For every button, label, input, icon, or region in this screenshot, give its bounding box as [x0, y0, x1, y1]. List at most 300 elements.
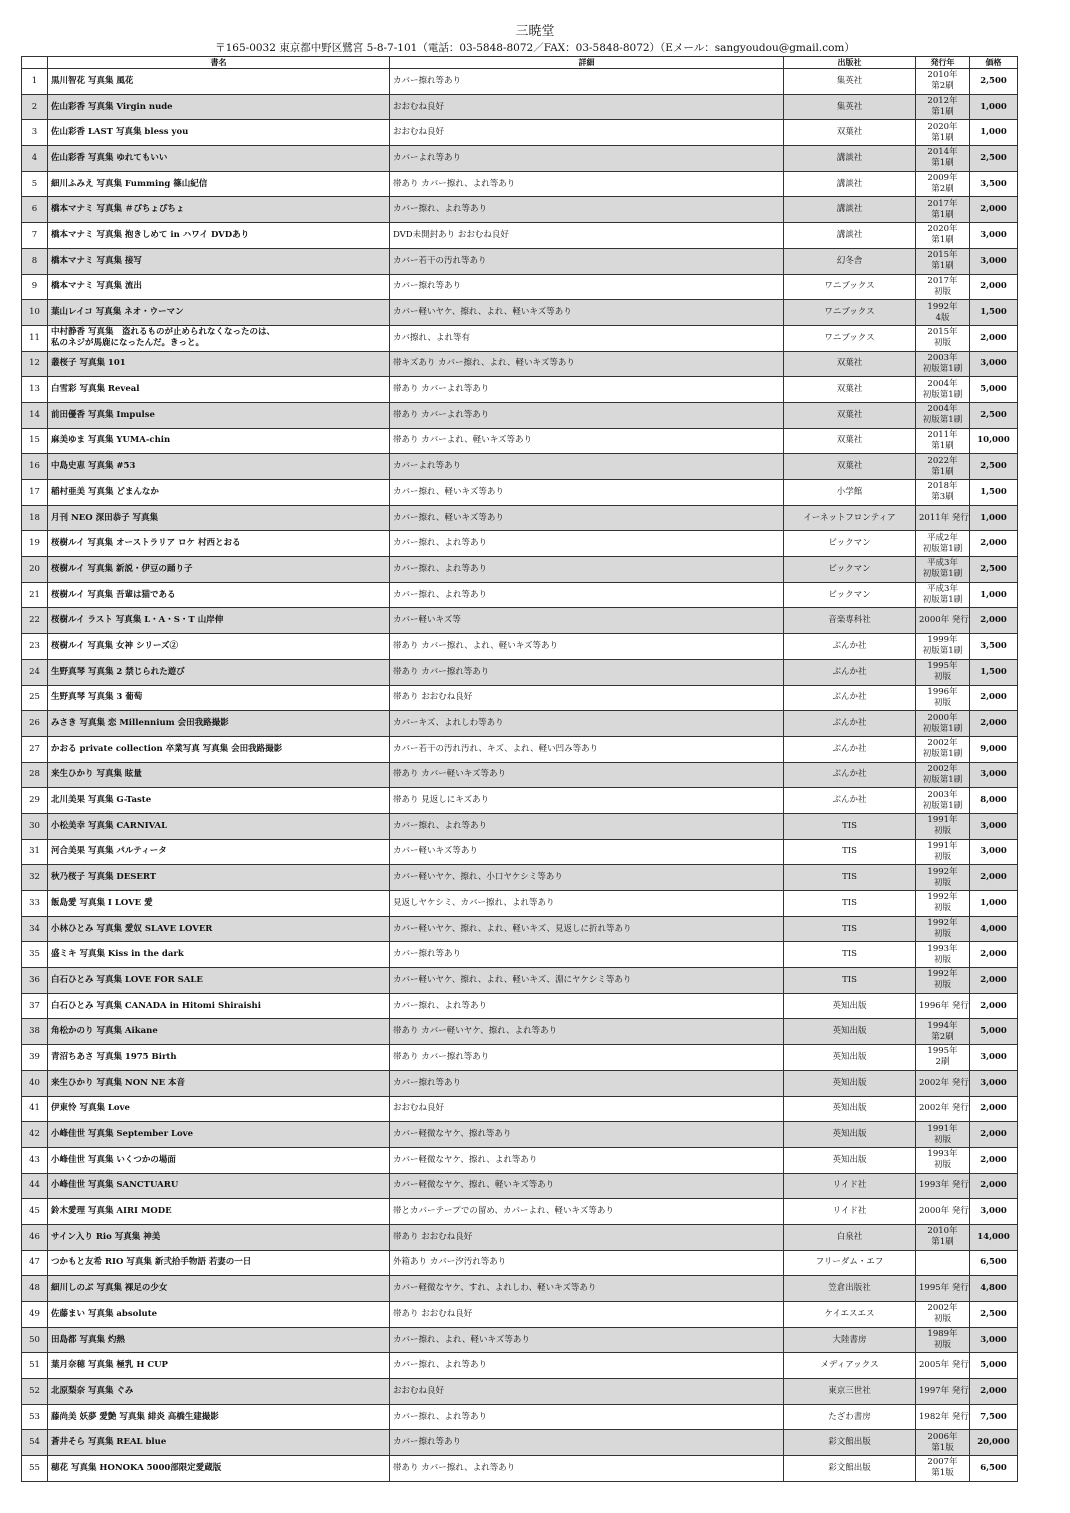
publish-year-line1: 2018年: [927, 481, 958, 492]
publish-year: [916, 1353, 970, 1379]
table-row: [22, 274, 1018, 300]
publish-year-line2: 2刷: [935, 1057, 950, 1068]
book-title: [48, 1173, 390, 1199]
row-number: 45: [22, 1199, 48, 1225]
publish-year-line2: 初版第1刷: [922, 543, 963, 554]
book-detail: カバー擦れ、よれ等あり: [390, 813, 784, 839]
publish-year-line2: 初版: [933, 929, 951, 940]
table-row: [22, 865, 1018, 891]
book-title: [48, 582, 390, 608]
book-title-text: 細川ふみえ 写真集 Fumming 篠山紀信: [51, 178, 208, 189]
book-title: [48, 531, 390, 557]
table-row: [22, 1404, 1018, 1430]
row-number: 50: [22, 1327, 48, 1353]
row-number: 38: [22, 1019, 48, 1045]
publish-year-line2: 第2刷: [931, 81, 954, 92]
publish-year-line2: 初版第1刷: [922, 363, 963, 374]
book-title: [48, 1250, 390, 1276]
price: 1,000: [970, 891, 1018, 917]
book-title-text: 飯島愛 写真集 I LOVE 愛: [51, 897, 153, 908]
publish-year: [916, 993, 970, 1019]
book-title-text: 盛ミキ 写真集 Kiss in the dark: [51, 949, 184, 960]
publisher: 英知出版: [784, 1122, 916, 1148]
book-title-text: つかもと友希 RIO 写真集 新弐拾手物語 若妻の一日: [51, 1257, 252, 1268]
table-row: [22, 300, 1018, 326]
row-number: 3: [22, 120, 48, 146]
table-row: [22, 248, 1018, 274]
book-detail: DVD未開封あり おおむね良好: [390, 223, 784, 249]
row-number: 8: [22, 248, 48, 274]
price: 2,000: [970, 1122, 1018, 1148]
publisher: TIS: [784, 942, 916, 968]
publish-year: [916, 608, 970, 634]
book-title: [48, 171, 390, 197]
book-title: [48, 968, 390, 994]
table-row: [22, 1250, 1018, 1276]
table-row: [22, 813, 1018, 839]
publish-year-line1: 2002年: [927, 738, 958, 749]
book-title: [48, 274, 390, 300]
book-title-text: 中島史恵 写真集 #53: [51, 461, 136, 472]
publish-year-line1: 2003年: [927, 789, 958, 800]
price: 2,000: [970, 968, 1018, 994]
book-title: [48, 813, 390, 839]
price: 3,000: [970, 839, 1018, 865]
publish-year: [916, 480, 970, 506]
book-title: [48, 69, 390, 95]
book-detail: おおむね良好: [390, 120, 784, 146]
publisher: 双葉社: [784, 377, 916, 403]
publish-year: [916, 968, 970, 994]
price: 3,000: [970, 1045, 1018, 1071]
publish-year: [916, 325, 970, 351]
book-title: [48, 865, 390, 891]
publish-year: [916, 531, 970, 557]
book-detail: カバー擦れ等あり: [390, 1070, 784, 1096]
book-title-text: 佐山彩香 写真集 ゆれてもいい: [51, 152, 168, 163]
price: 5,000: [970, 377, 1018, 403]
row-number: 32: [22, 865, 48, 891]
book-title-text: 橋本マナミ 写真集 抱きしめて in ハワイ DVDあり: [51, 229, 250, 240]
publish-year-line1: 2015年: [927, 250, 958, 261]
book-title-text: 佐山彩香 LAST 写真集 bless you: [51, 127, 189, 138]
publish-year-line2: 初版: [933, 338, 951, 349]
book-detail: 帯あり カバー軽いヤケ、擦れ、よれ等あり: [390, 1019, 784, 1045]
publish-year-line1: 1991年: [927, 840, 958, 851]
book-detail: カバー軽微なヤケ、擦れ等あり: [390, 1122, 784, 1148]
publisher: 英知出版: [784, 1096, 916, 1122]
book-detail: 帯あり カバーよれ等あり: [390, 377, 784, 403]
publish-year: [916, 120, 970, 146]
publish-year-line2: 初版第1刷: [922, 723, 963, 734]
book-title-text: 河合美果 写真集 パルティータ: [51, 846, 167, 857]
book-title-text: 白石ひとみ 写真集 LOVE FOR SALE: [51, 974, 203, 985]
row-number: 46: [22, 1224, 48, 1250]
publish-year-line1: 1997年 発行: [919, 1385, 969, 1396]
book-title-text: 青沼ちあさ 写真集 1975 Birth: [51, 1051, 177, 1062]
book-title-text: 鈴木愛理 写真集 AIRI MODE: [51, 1206, 172, 1217]
book-detail: カバー軽いヤケ、擦れ、小口ヤケシミ等あり: [390, 865, 784, 891]
publisher: 講談社: [784, 223, 916, 249]
publish-year-line1: 2000年: [927, 712, 958, 723]
publish-year-line2: 初版: [933, 1160, 951, 1171]
publish-year: [916, 146, 970, 172]
price: 9,000: [970, 736, 1018, 762]
publish-year-line1: 2000年 発行: [919, 615, 969, 626]
row-number: 29: [22, 788, 48, 814]
price: 2,000: [970, 1173, 1018, 1199]
publisher: 英知出版: [784, 1045, 916, 1071]
publisher: ワニブックス: [784, 325, 916, 351]
publish-year-line1: 2014年: [927, 147, 958, 158]
publish-year-line1: 2002年: [927, 1303, 958, 1314]
publish-year: [916, 1096, 970, 1122]
publish-year: [916, 69, 970, 95]
publish-year-line2: 初版: [933, 1134, 951, 1145]
book-title: [48, 1199, 390, 1225]
book-title: [48, 325, 390, 351]
publish-year-line1: 1995年 発行: [919, 1283, 969, 1294]
publish-year: [916, 1199, 970, 1225]
book-detail: 見返しヤケシミ、カバー擦れ、よれ等あり: [390, 891, 784, 917]
header-title: 書名: [48, 57, 390, 69]
book-title-text: 橋本マナミ 写真集 流出: [51, 281, 142, 292]
publish-year-line2: 初版: [933, 826, 951, 837]
book-title: [48, 1045, 390, 1071]
publish-year-line2: 初版: [933, 851, 951, 862]
book-detail: カバー擦れ、軽いキズ等あり: [390, 480, 784, 506]
book-detail: カバーよれ等あり: [390, 146, 784, 172]
publish-year-line2: 第2刷: [931, 1031, 954, 1042]
book-title: [48, 428, 390, 454]
book-title: [48, 762, 390, 788]
book-detail: カバー擦れ等あり: [390, 274, 784, 300]
table-row: [22, 839, 1018, 865]
table-row: [22, 454, 1018, 480]
table-row: [22, 788, 1018, 814]
publish-year-line2: 初版第1刷: [922, 646, 963, 657]
publisher: ビックマン: [784, 582, 916, 608]
publish-year: [916, 711, 970, 737]
book-detail: カバ擦れ、よれ等有: [390, 325, 784, 351]
book-title: [48, 916, 390, 942]
book-title: [48, 1147, 390, 1173]
publish-year-line1: 2015年: [927, 327, 958, 338]
price: 3,500: [970, 634, 1018, 660]
price: 3,000: [970, 1070, 1018, 1096]
book-title-text: 生野真琴 写真集 2 禁じられた遊び: [51, 666, 185, 677]
table-row: [22, 505, 1018, 531]
row-number: 48: [22, 1276, 48, 1302]
book-detail: カバー擦れ、よれ等あり: [390, 582, 784, 608]
row-number: 37: [22, 993, 48, 1019]
price: 2,500: [970, 69, 1018, 95]
book-title-text: 北川美果 写真集 G-Taste: [51, 795, 152, 806]
publish-year-line1: 1996年 発行: [919, 1000, 969, 1011]
book-detail: カバー擦れ、よれ等あり: [390, 557, 784, 583]
publisher: 双葉社: [784, 351, 916, 377]
price: 2,500: [970, 402, 1018, 428]
book-detail: 帯あり カバー擦れ、よれ等あり: [390, 1456, 784, 1482]
publish-year-line2: 初版第1刷: [922, 569, 963, 580]
publisher: 双葉社: [784, 402, 916, 428]
book-title: [48, 377, 390, 403]
publisher: 集英社: [784, 94, 916, 120]
book-title-text: 佐藤まい 写真集 absolute: [51, 1308, 158, 1319]
publish-year: [916, 736, 970, 762]
publisher: ビックマン: [784, 531, 916, 557]
publish-year-line1: 2004年: [927, 378, 958, 389]
publish-year-line2: 第1版: [931, 1442, 954, 1453]
publish-year: [916, 1404, 970, 1430]
price: 8,000: [970, 788, 1018, 814]
book-title: [48, 711, 390, 737]
row-number: 23: [22, 634, 48, 660]
price: 4,000: [970, 916, 1018, 942]
row-number: 10: [22, 300, 48, 326]
book-title: [48, 146, 390, 172]
book-title-text: 橋本マナミ 写真集 接写: [51, 255, 142, 266]
book-title-line2: 私のネジが馬鹿になったんだ。きっと。: [51, 338, 205, 349]
table-row: [22, 659, 1018, 685]
publish-year-line1: 1995年: [927, 661, 958, 672]
price: 1,000: [970, 94, 1018, 120]
book-title: [48, 942, 390, 968]
table-row: [22, 223, 1018, 249]
publish-year: [916, 1147, 970, 1173]
publish-year-line2: 第1刷: [931, 107, 954, 118]
publish-year: [916, 1276, 970, 1302]
book-title-text: 角松かのり 写真集 Aikane: [51, 1026, 158, 1037]
row-number: 24: [22, 659, 48, 685]
book-title: [48, 94, 390, 120]
book-title-text: 小峰佳世 写真集 SANCTUARU: [51, 1180, 179, 1191]
book-title-text: 藤尚美 妖夢 愛艶 写真集 緋炎 高橋生建撮影: [51, 1411, 219, 1422]
table-row: [22, 1456, 1018, 1482]
book-title-text: 稲村亜美 写真集 どまんなか: [51, 486, 159, 497]
publisher: 双葉社: [784, 454, 916, 480]
book-title: [48, 1379, 390, 1405]
book-title: [48, 402, 390, 428]
book-detail: カバー擦れ等あり: [390, 942, 784, 968]
row-number: 19: [22, 531, 48, 557]
book-title-text: かおる private collection 卒業写真 写真集 会田我路撮影: [51, 743, 283, 754]
price: 14,000: [970, 1224, 1018, 1250]
book-title: [48, 1224, 390, 1250]
publish-year-line1: 1999年: [927, 635, 958, 646]
publish-year-line2: 第1刷: [931, 235, 954, 246]
publish-year-line1: 1995年: [927, 1046, 958, 1057]
table-row: [22, 1122, 1018, 1148]
publisher: ぶんか社: [784, 736, 916, 762]
book-title: [48, 300, 390, 326]
table-row: [22, 1327, 1018, 1353]
row-number: 36: [22, 968, 48, 994]
price: 7,500: [970, 1404, 1018, 1430]
book-title: [48, 1070, 390, 1096]
publish-year-line2: 初版: [933, 954, 951, 965]
publish-year-line2: 第1刷: [931, 440, 954, 451]
publish-year: [916, 891, 970, 917]
table-row: [22, 1045, 1018, 1071]
book-detail: カバー擦れ等あり: [390, 69, 784, 95]
price: 3,000: [970, 813, 1018, 839]
row-number: 18: [22, 505, 48, 531]
price: 6,500: [970, 1250, 1018, 1276]
book-detail: カバー擦れ、よれ、軽いキズ等あり: [390, 1327, 784, 1353]
row-number: 1: [22, 69, 48, 95]
book-title-text: 葉月奈穂 写真集 極乳 H CUP: [51, 1360, 168, 1371]
book-title-text: 橋本マナミ 写真集 ＃ぴちょぴちょ: [51, 204, 185, 215]
publisher: 大陸書房: [784, 1327, 916, 1353]
publisher: TIS: [784, 839, 916, 865]
book-title-text: サイン入り Rio 写真集 神美: [51, 1231, 161, 1242]
row-number: 31: [22, 839, 48, 865]
publish-year-line2: 初版第1刷: [922, 415, 963, 426]
publisher: 講談社: [784, 197, 916, 223]
book-title: [48, 1096, 390, 1122]
row-number: 44: [22, 1173, 48, 1199]
table-row: [22, 582, 1018, 608]
book-title: [48, 839, 390, 865]
book-detail: カバー擦れ、よれ等あり: [390, 1353, 784, 1379]
table-header-row: [22, 57, 1018, 69]
book-title: [48, 480, 390, 506]
publish-year: [916, 557, 970, 583]
publish-year-line2: 初版第1刷: [922, 774, 963, 785]
publish-year-line1: 1993年: [927, 1149, 958, 1160]
book-detail: 帯キズあり カバー擦れ、よれ、軽いキズ等あり: [390, 351, 784, 377]
book-detail: カバー擦れ、よれ等あり: [390, 531, 784, 557]
publish-year-line2: 初版第1刷: [922, 800, 963, 811]
publish-year: [916, 942, 970, 968]
row-number: 17: [22, 480, 48, 506]
book-detail: 帯あり カバー擦れ、よれ、軽いキズ等あり: [390, 634, 784, 660]
publisher: TIS: [784, 865, 916, 891]
publisher: 音楽専科社: [784, 608, 916, 634]
table-row: [22, 685, 1018, 711]
publish-year: [916, 1224, 970, 1250]
publish-year-line1: 1993年 発行: [919, 1180, 969, 1191]
publisher: ぶんか社: [784, 634, 916, 660]
publisher: TIS: [784, 916, 916, 942]
publish-year: [916, 351, 970, 377]
publish-year: [916, 1327, 970, 1353]
row-number: 12: [22, 351, 48, 377]
row-number: 30: [22, 813, 48, 839]
publish-year: [916, 582, 970, 608]
publish-year: [916, 223, 970, 249]
book-title: [48, 557, 390, 583]
publish-year-line1: 平成3年: [927, 584, 958, 595]
price: 1,000: [970, 505, 1018, 531]
price: 2,500: [970, 1302, 1018, 1328]
publisher: ワニブックス: [784, 274, 916, 300]
price: 2,000: [970, 1147, 1018, 1173]
book-title-text: 白石ひとみ 写真集 CANADA in Hitomi Shiraishi: [51, 1000, 261, 1011]
row-number: 49: [22, 1302, 48, 1328]
publish-year: [916, 94, 970, 120]
publish-year-line1: 2017年: [927, 275, 958, 286]
price: 4,800: [970, 1276, 1018, 1302]
book-detail: カバー軽微なヤケ、擦れ、よれ等あり: [390, 1147, 784, 1173]
row-number: 40: [22, 1070, 48, 1096]
price: 6,500: [970, 1456, 1018, 1482]
publish-year-line2: 初版: [933, 903, 951, 914]
price: 3,000: [970, 248, 1018, 274]
book-detail: おおむね良好: [390, 1096, 784, 1122]
row-number: 41: [22, 1096, 48, 1122]
book-title: [48, 223, 390, 249]
publish-year-line1: 1992年: [927, 866, 958, 877]
book-title-text: 伊東怜 写真集 Love: [51, 1103, 130, 1114]
header-year: 発行年: [916, 57, 970, 69]
publisher: 小学館: [784, 480, 916, 506]
book-detail: 帯あり カバー擦れ等あり: [390, 659, 784, 685]
publish-year: [916, 248, 970, 274]
publish-year-line1: 2010年: [927, 70, 958, 81]
book-title: [48, 1404, 390, 1430]
publish-year: [916, 1045, 970, 1071]
publish-year-line1: 1989年: [927, 1329, 958, 1340]
price: 1,000: [970, 582, 1018, 608]
table-row: [22, 1224, 1018, 1250]
book-title: [48, 505, 390, 531]
row-number: 6: [22, 197, 48, 223]
publish-year-line1: 1994年: [927, 1020, 958, 1031]
table-row: [22, 377, 1018, 403]
publish-year-line1: 1993年: [927, 943, 958, 954]
book-title-text: 桜樹ルイ 写真集 オーストラリア ロケ 村西とおる: [51, 538, 241, 549]
publisher: ビックマン: [784, 557, 916, 583]
book-title-text: 生野真琴 写真集 3 葡萄: [51, 692, 143, 703]
shop-name: 三暁堂: [515, 24, 555, 39]
table-row: [22, 891, 1018, 917]
table-row: [22, 1019, 1018, 1045]
table-row: [22, 916, 1018, 942]
table-row: [22, 146, 1018, 172]
row-number: 20: [22, 557, 48, 583]
publisher: 英知出版: [784, 993, 916, 1019]
publish-year-line1: 2010年: [927, 1226, 958, 1237]
price: 5,000: [970, 1019, 1018, 1045]
row-number: 54: [22, 1430, 48, 1456]
publish-year-line1: 2002年 発行: [919, 1077, 969, 1088]
publish-year: [916, 813, 970, 839]
book-detail: カバー軽いキズ等: [390, 608, 784, 634]
publish-year-line2: 第1刷: [931, 466, 954, 477]
price: 5,000: [970, 1353, 1018, 1379]
book-detail: カバー擦れ、軽いキズ等あり: [390, 505, 784, 531]
price: 3,000: [970, 762, 1018, 788]
row-number: 52: [22, 1379, 48, 1405]
publish-year: [916, 788, 970, 814]
price: 2,500: [970, 557, 1018, 583]
book-detail: カバー擦れ、よれ等あり: [390, 197, 784, 223]
publish-year: [916, 1456, 970, 1482]
book-title: [48, 1327, 390, 1353]
book-title-text: 来生ひかり 写真集 NON NE 本音: [51, 1077, 186, 1088]
header-detail: 詳細: [390, 57, 784, 69]
row-number: 5: [22, 171, 48, 197]
price: 2,000: [970, 197, 1018, 223]
publisher: イーネットフロンティア: [784, 505, 916, 531]
book-title: [48, 248, 390, 274]
book-title: [48, 608, 390, 634]
book-detail: カバー軽いキズ等あり: [390, 839, 784, 865]
table-row: [22, 942, 1018, 968]
price: 2,000: [970, 531, 1018, 557]
